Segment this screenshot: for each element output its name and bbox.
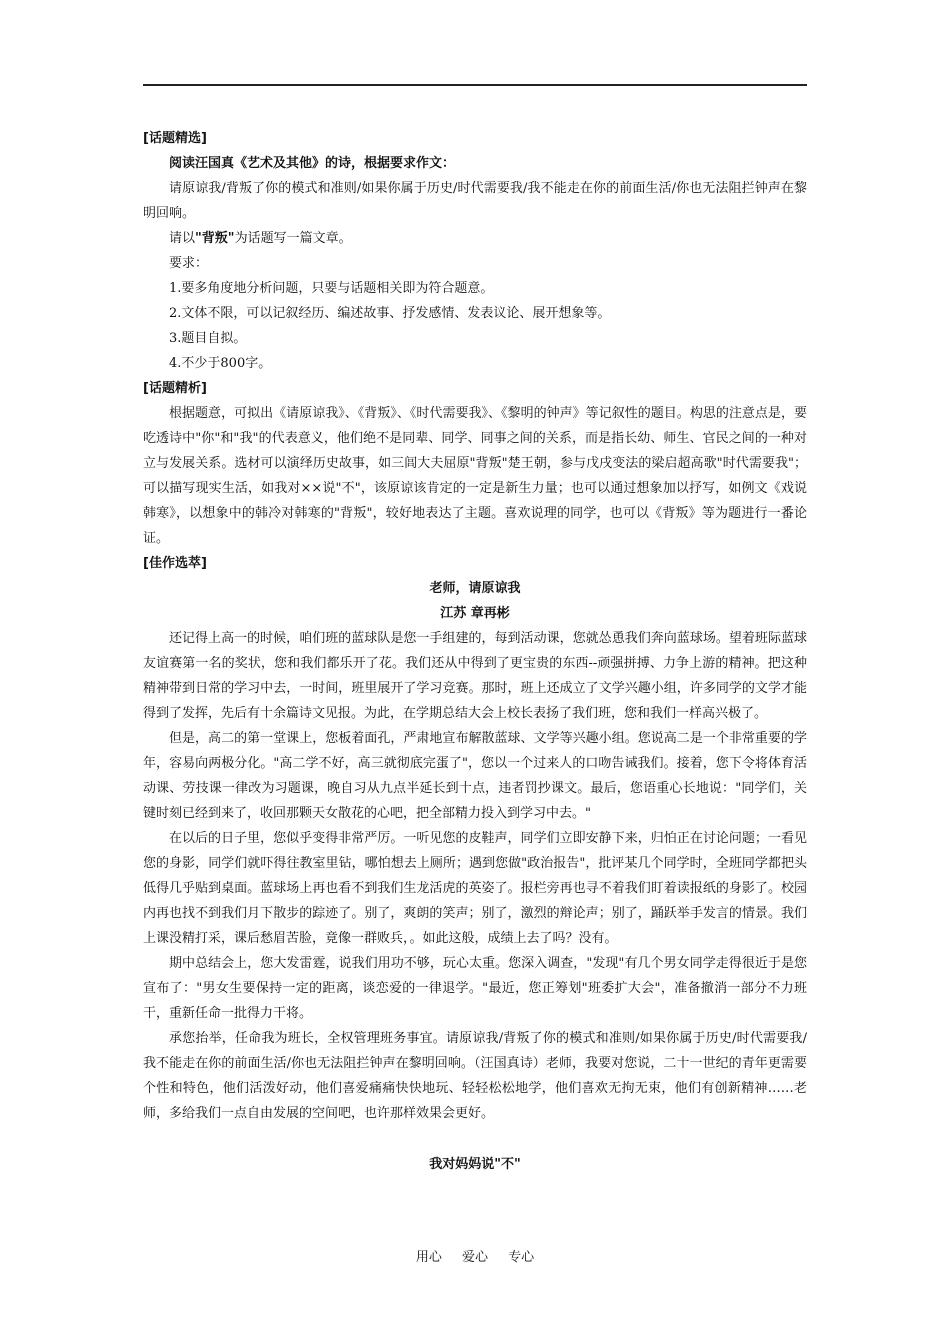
essay-author: 江苏 章再彬 bbox=[440, 606, 510, 621]
section-heading-topic-selected: [话题精选] bbox=[143, 131, 207, 146]
section-heading-best-works: [佳作选萃] bbox=[143, 556, 207, 571]
document-body bbox=[143, 126, 807, 1177]
header-rule bbox=[143, 84, 807, 86]
essay-paragraph: 期中总结会上，您大发雷霆，说我们用功不够，玩心太重。您深入调查，"发现"有几个男女同学走得很近于是您宣布了："男女生要保持一定的距离，谈恋爱的一律退学。"最近，您正筹划"班委扩大会"，准备撤消一部分不力班干，重新任命一批得力干将。 bbox=[143, 956, 807, 1021]
prompt-poem: 请原谅我/背叛了你的模式和准则/如果你属于历史/时代需要我/我不能走在你的前面生活/你也无法阻拦钟声在黎明回响。 bbox=[143, 181, 807, 221]
analysis-paragraph: 根据题意，可拟出《请原谅我》、《背叛》、《时代需要我》、《黎明的钟声》等记叙性的题目。构思的注意点是，要吃透诗中"你"和"我"的代表意义，他们绝不是同辈、同学、同事之间的关系，而是指长幼、师生、官民之间的一种对立与发展关系。选材可以演绎历史故事，如三闾大夫屈原"背叛"楚王朝，参与戊戌变法的梁启超高歌"时代需要我"；可以描写现实生活，如我对××说"不"，该原谅该肯定的一定是新生力量；也可以通过想象加以抒写，如例文《戏说韩寒》，以想象中的韩冷对韩寒的"背叛"，较好地表达了主题。喜欢说理的同学，也可以《背叛》等为题进行一番论证。 bbox=[143, 406, 807, 546]
requirement-item: 4.不少于800字。 bbox=[169, 356, 272, 371]
essay-title: 我对妈妈说"不" bbox=[429, 1157, 521, 1172]
essay-paragraph: 承您抬举，任命我为班长，全权管理班务事宜。请原谅我/背叛了你的模式和准则/如果你属于历史/时代需要我/我不能走在你的前面生活/你也无法阻拦钟声在黎明回响。（汪国真诗）老师，我要对您说，二十一世纪的青年更需要个性和特色，他们活泼好动，他们喜爱痛痛快快地玩、轻轻松松地学，他们喜欢无拘无束，他们有创新精神……老师，多给我们一点自由发展的空间吧，也许那样效果会更好。 bbox=[143, 1031, 807, 1121]
requirements-label: 要求： bbox=[169, 256, 209, 271]
topic-word: "背叛" bbox=[195, 231, 235, 246]
prompt-instruction: 阅读汪国真《艺术及其他》的诗，根据要求作文： bbox=[169, 156, 456, 171]
requirement-item: 3.题目自拟。 bbox=[169, 331, 247, 346]
page-footer: 用心 爱心 专心 bbox=[415, 1250, 535, 1265]
prompt-topic bbox=[143, 226, 807, 251]
requirement-item: 1.要多角度地分析问题，只要与话题相关即为符合题意。 bbox=[169, 281, 494, 296]
essay-paragraph: 但是，高二的第一堂课上，您板着面孔，严肃地宣布解散蓝球、文学等兴趣小组。您说高二是一个非常重要的学年，容易向两极分化。"高二学不好，高三就彻底完蛋了"，您以一个过来人的口吻告诫我们。接着，您下令将体育活动课、劳技课一律改为习题课，晚自习从九点半延长到十点，违者罚抄课文。最后，您语重心长地说："同学们，关键时刻已经到来了，收回那颗天女散花的心吧，把全部精力投入到学习中去。" bbox=[143, 731, 807, 821]
essay-title: 老师，请原谅我 bbox=[429, 581, 521, 596]
requirement-item: 2.文体不限，可以记叙经历、编述故事、抒发感情、发表议论、展开想象等。 bbox=[169, 306, 611, 321]
essay-paragraph: 还记得上高一的时候，咱们班的蓝球队是您一手组建的，每到活动课，您就怂恿我们奔向蓝球场。望着班际蓝球友谊赛第一名的奖状，您和我们都乐开了花。我们还从中得到了更宝贵的东西--顽强拼搏、力争上游的精神。把这种精神带到日常的学习中去，一时间，班里展开了学习竞赛。那时，班上还成立了文学兴趣小组，许多同学的文学才能得到了发挥，先后有十余篇诗文见报。为此，在学期总结大会上校长表扬了我们班，您和我们一样高兴极了。 bbox=[143, 631, 807, 721]
topic-prefix: 请以 bbox=[169, 231, 196, 246]
section-heading-topic-analysis: [话题精析] bbox=[143, 381, 207, 396]
essay-paragraph: 在以后的日子里，您似乎变得非常严厉。一听见您的皮鞋声，同学们立即安静下来，归怕正在讨论问题；一看见您的身影，同学们就吓得往教室里钻，哪怕想去上厕所；遇到您做"政治报告"，批评某几个同学时，全班同学都把头低得几乎贴到桌面。蓝球场上再也看不到我们生龙活虎的英姿了。报栏旁再也寻不着我们盯着读报纸的身影了。校园内再也找不到我们月下散步的踪迹了。别了，爽朗的笑声；别了，激烈的辩论声；别了，踊跃举手发言的情景。我们上课没精打采，课后愁眉苦脸，竟像一群败兵，。如此这般，成绩上去了吗？没有。 bbox=[143, 831, 807, 946]
spacer bbox=[143, 1126, 807, 1152]
topic-suffix: 为话题写一篇文章。 bbox=[234, 231, 352, 246]
